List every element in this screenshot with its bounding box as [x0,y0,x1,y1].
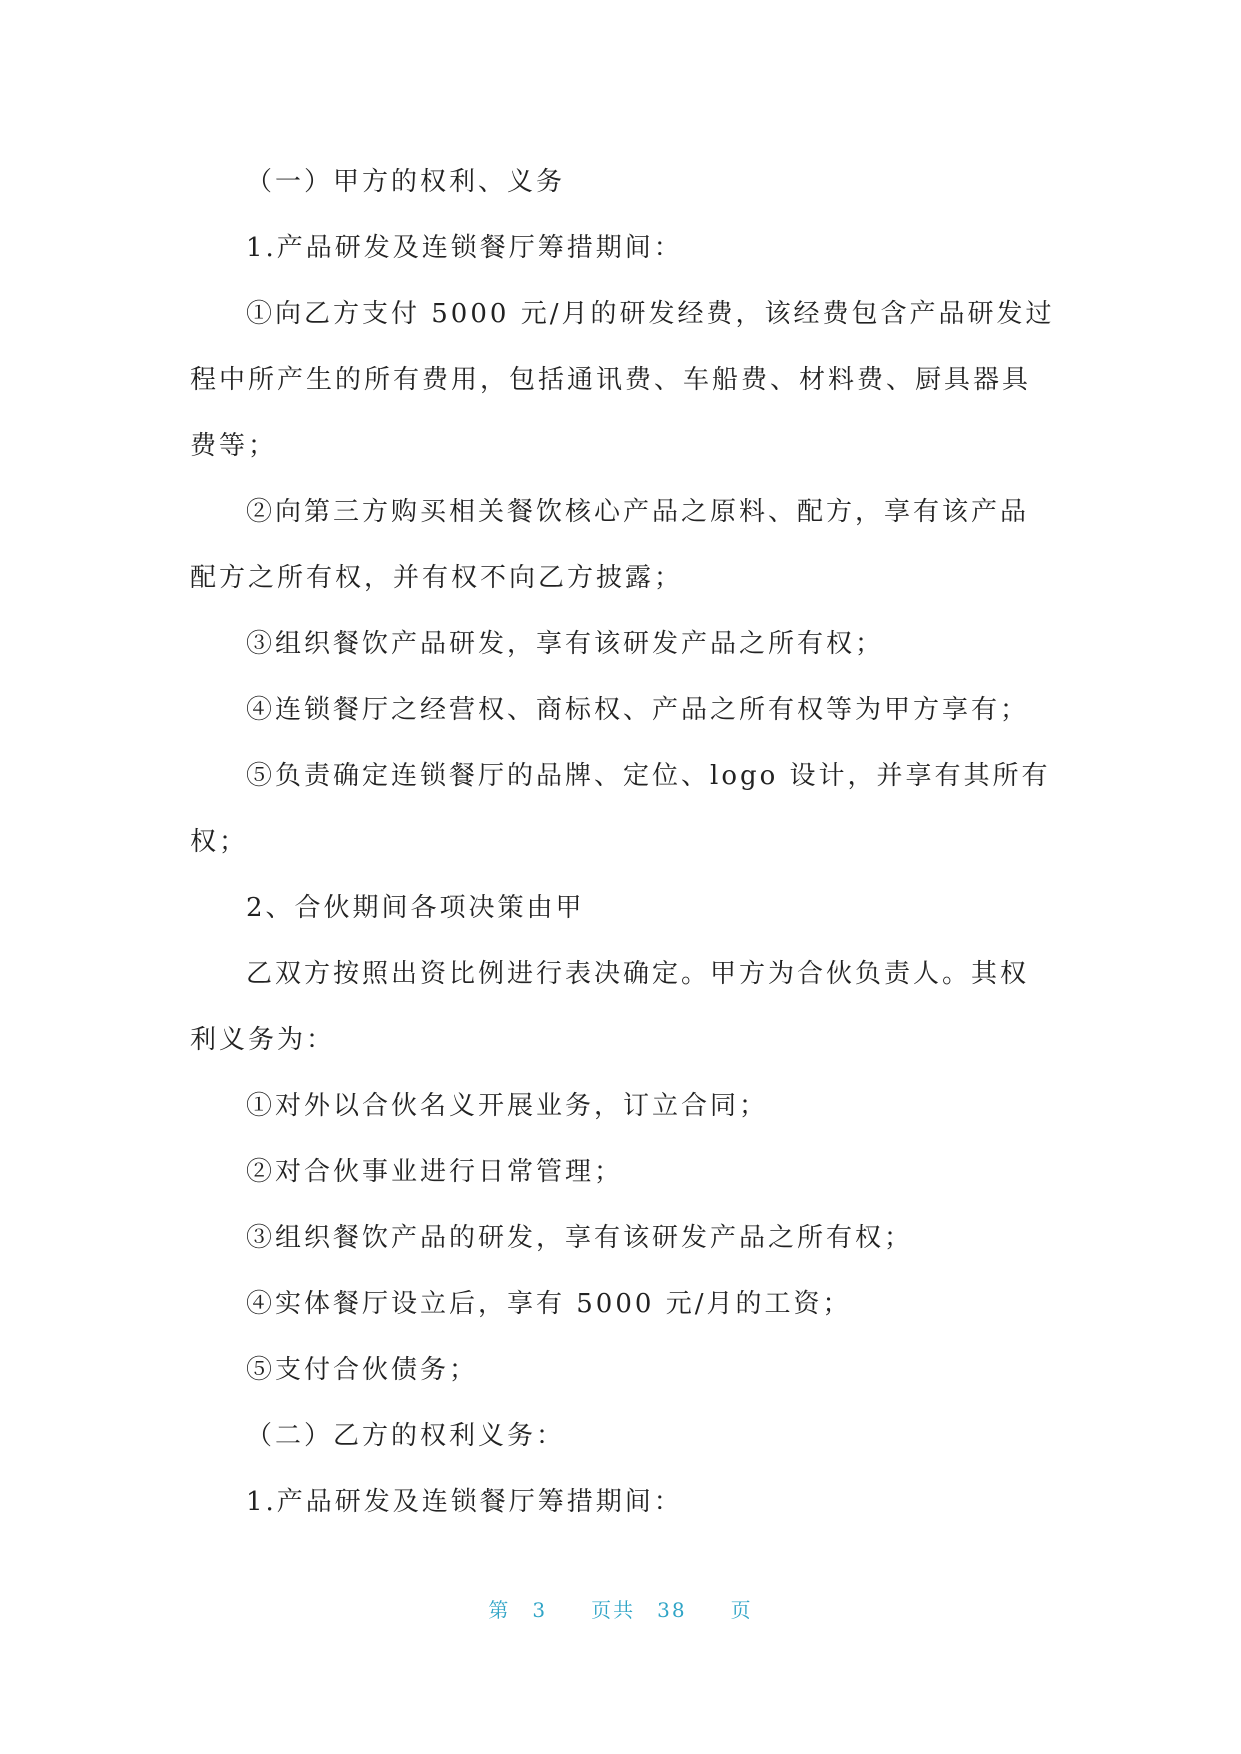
paragraph-line: ④连锁餐厅之经营权、商标权、产品之所有权等为甲方享有； [246,695,1030,725]
section-heading-party-a: （一）甲方的权利、义务 [246,167,566,197]
paragraph-line: 乙双方按照出资比例进行表决确定。甲方为合伙负责人。其权 [246,959,1030,989]
paragraph-line: ①对外以合伙名义开展业务，订立合同； [246,1091,769,1121]
footer-prefix: 第 [488,1598,511,1622]
paragraph-line: ③组织餐饮产品的研发，享有该研发产品之所有权； [246,1223,914,1253]
footer-middle: 页共 [591,1598,636,1622]
paragraph-line: ④实体餐厅设立后，享有 5000 元/月的工资； [246,1289,852,1319]
paragraph-line: 配方之所有权，并有权不向乙方披露； [190,563,684,593]
paragraph-line: 1.产品研发及连锁餐厅筹措期间： [246,1487,683,1517]
paragraph-line: 程中所产生的所有费用，包括通讯费、车船费、材料费、厨具器具 [190,365,1032,395]
paragraph-line: 1.产品研发及连锁餐厅筹措期间： [246,233,683,263]
paragraph-line: ⑤支付合伙债务； [246,1355,479,1385]
paragraph-line: 利义务为： [190,1025,336,1055]
paragraph-line: 费等； [190,431,278,461]
paragraph-line: ⑤负责确定连锁餐厅的品牌、定位、logo 设计，并享有其所有 [246,761,1051,791]
paragraph-line: 权； [190,827,249,857]
footer-total-pages: 38 [657,1598,687,1622]
footer-suffix: 页 [730,1598,753,1622]
paragraph-line: ②对合伙事业进行日常管理； [246,1157,624,1187]
paragraph-line: 2、合伙期间各项决策由甲 [246,893,585,923]
paragraph-line: ②向第三方购买相关餐饮核心产品之原料、配方，享有该产品 [246,497,1030,527]
page-footer [0,1594,1241,1623]
paragraph-line: ①向乙方支付 5000 元/月的研发经费，该经费包含产品研发过 [246,299,1055,329]
section-heading-party-b: （二）乙方的权利义务： [246,1421,566,1451]
paragraph-line: ③组织餐饮产品研发，享有该研发产品之所有权； [246,629,885,659]
footer-page-number: 3 [532,1598,548,1622]
